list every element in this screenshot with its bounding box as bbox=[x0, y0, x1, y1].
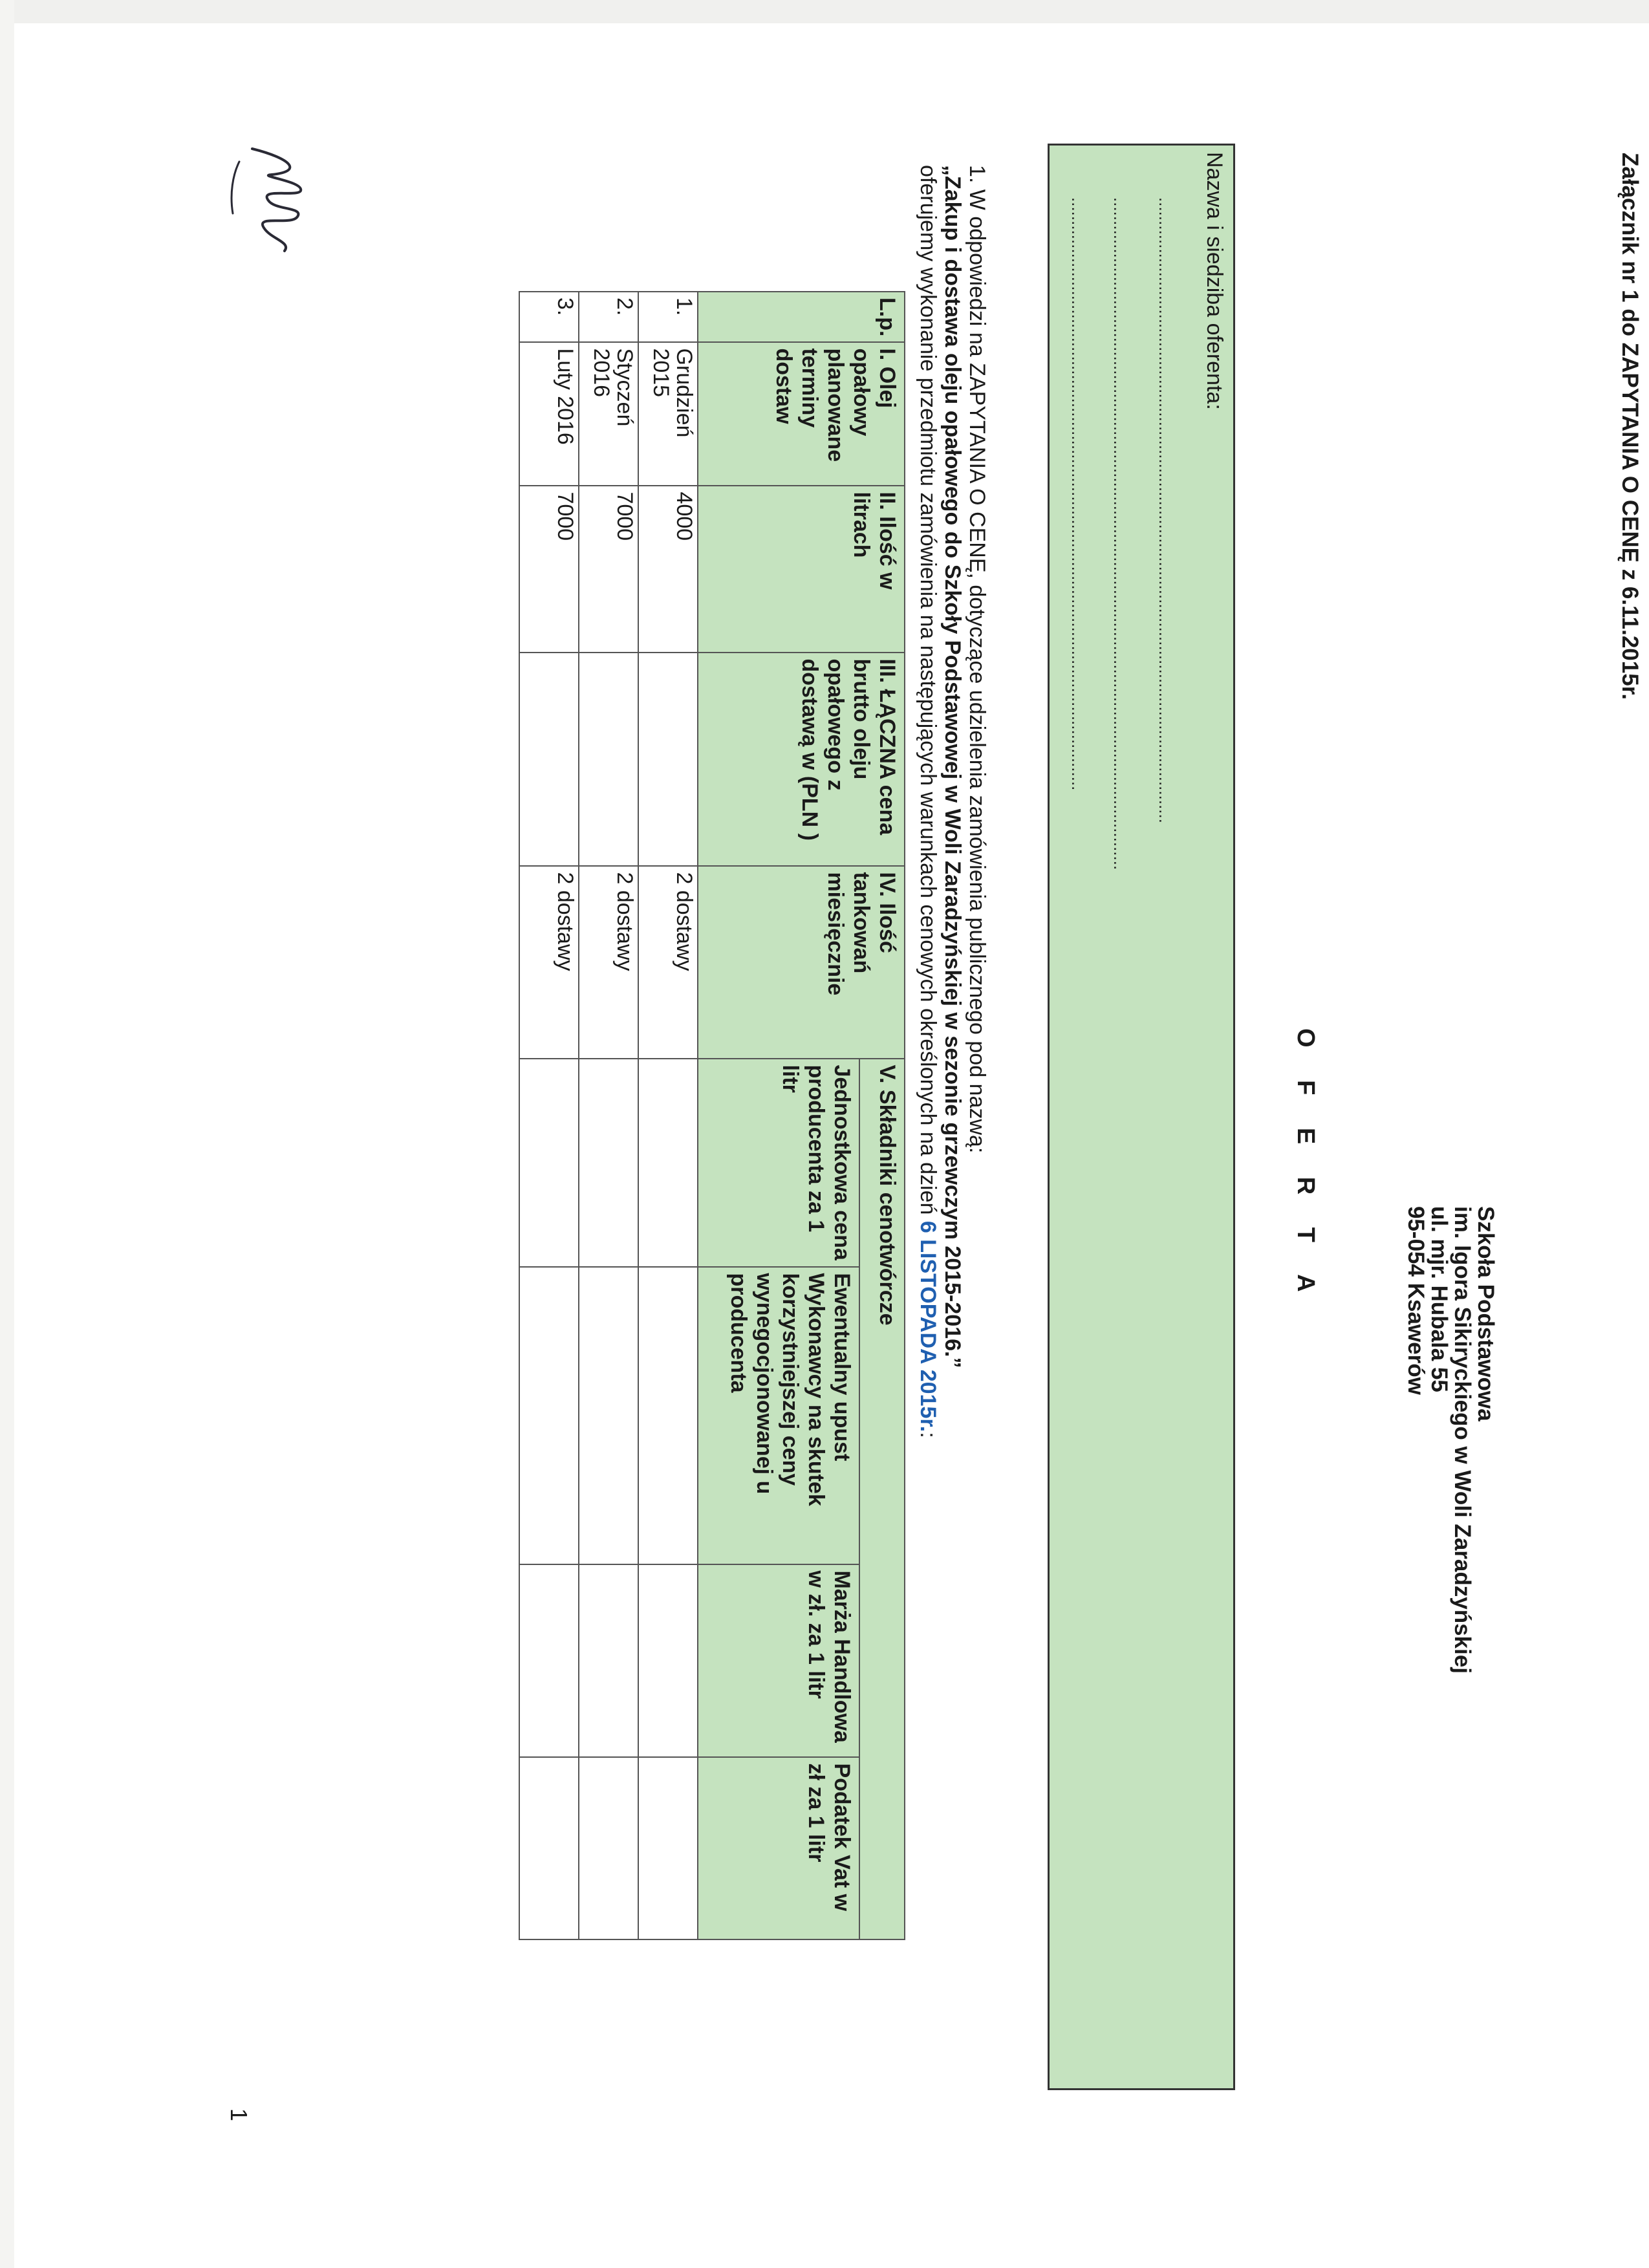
intro-line-3-text: oferujemy wykonanie przedmiotu zamówienia na następujących warunkach cenowych określonych na dzień bbox=[916, 165, 940, 1215]
offeror-dotted-line[interactable]: ............................................................................................................................... bbox=[1068, 197, 1088, 791]
intro-line-1: 1. W odpowiedzi na ZAPYTANIA O CENĘ, dotyczące udzielenia zamówienia publicznego pod nazwą: bbox=[965, 165, 989, 1154]
cell-discount[interactable] bbox=[638, 1267, 698, 1564]
signature-icon bbox=[220, 136, 330, 265]
offeror-dotted-line[interactable]: ...................................................................................................................................... bbox=[1156, 197, 1175, 823]
header-unit-price: Jednostkowa cena producenta za 1 litr bbox=[698, 1059, 859, 1267]
addressee-line: 95-054 Ksawerów bbox=[1403, 1206, 1428, 1395]
cell-margin[interactable] bbox=[519, 1564, 579, 1757]
cell-liters: 7000 bbox=[579, 486, 638, 653]
cell-discount[interactable] bbox=[519, 1267, 579, 1564]
cell-tankings: 2 dostawy bbox=[579, 866, 638, 1059]
cell-tankings: 2 dostawy bbox=[638, 866, 698, 1059]
addressee-line: ul. mjr. Hubala 55 bbox=[1427, 1206, 1452, 1392]
header-discount: Ewentualny upust Wykonawcy na skutek korzystniejszej ceny wynegocjonowanej u producenta bbox=[698, 1267, 859, 1564]
addressee-block bbox=[1404, 1206, 1497, 1674]
cell-margin[interactable] bbox=[579, 1564, 638, 1757]
addressee-line: im. Igora Sikiryckiego w Woli Zaradzyńskiej bbox=[1450, 1206, 1475, 1674]
cell-vat[interactable] bbox=[579, 1757, 638, 1939]
cell-unit-price[interactable] bbox=[519, 1059, 579, 1267]
intro-line-2: „Zakup i dostawa oleju opałowego do Szkoły Podstawowej w Woli Zaradzyńskiej w sezonie grzewczym 2015-2016.” bbox=[940, 165, 965, 1368]
cell-term: Grudzień 2015 bbox=[638, 342, 698, 486]
offer-date: 6 LISTOPADA 2015r. bbox=[916, 1220, 940, 1432]
header-delivery-terms: I. Olej opałowy planowane terminy dostaw bbox=[698, 342, 905, 486]
cell-total-price[interactable] bbox=[638, 653, 698, 866]
offer-table bbox=[519, 291, 905, 1940]
cell-liters: 4000 bbox=[638, 486, 698, 653]
cell-tankings: 2 dostawy bbox=[519, 866, 579, 1059]
cell-lp: 3. bbox=[519, 292, 579, 342]
annex-title: Załącznik nr 1 do ZAPYTANIA O CENĘ z 6.11.2015r. bbox=[1617, 153, 1643, 700]
cell-vat[interactable] bbox=[638, 1757, 698, 1939]
header-price-components: V. Składniki cenotwórcze bbox=[859, 1059, 905, 1939]
offeror-label: Nazwa i siedziba oferenta: bbox=[1202, 152, 1227, 410]
table-header-row bbox=[859, 292, 905, 1939]
cell-margin[interactable] bbox=[638, 1564, 698, 1757]
header-tankings: IV. Ilość tankowań miesięcznie bbox=[698, 866, 905, 1059]
page-number: 1 bbox=[226, 2108, 252, 2122]
header-total-price: III. ŁĄCZNA cena brutto oleju opałowego z dostawą w (PLN ) bbox=[698, 653, 905, 866]
cell-liters: 7000 bbox=[519, 486, 579, 653]
offeror-box[interactable] bbox=[1048, 144, 1235, 2090]
cell-discount[interactable] bbox=[579, 1267, 638, 1564]
header-lp: L.p. bbox=[698, 292, 905, 342]
document-title: O F E R T A bbox=[1292, 1028, 1319, 1305]
table-row bbox=[638, 292, 698, 1939]
header-margin: Marża Handlowa w zł. za 1 litr bbox=[698, 1564, 859, 1757]
cell-lp: 2. bbox=[579, 292, 638, 342]
header-liters: II. Ilość w litrach bbox=[698, 486, 905, 653]
table-row bbox=[579, 292, 638, 1939]
offeror-dotted-line[interactable]: ................................................................................................................................................ bbox=[1110, 197, 1130, 870]
cell-term: Styczeń 2016 bbox=[579, 342, 638, 486]
cell-vat[interactable] bbox=[519, 1757, 579, 1939]
cell-unit-price[interactable] bbox=[579, 1059, 638, 1267]
intro-line-3 bbox=[916, 165, 940, 2105]
cell-unit-price[interactable] bbox=[638, 1059, 698, 1267]
addressee-line: Szkoła Podstawowa bbox=[1473, 1206, 1498, 1421]
cell-total-price[interactable] bbox=[519, 653, 579, 866]
cell-lp: 1. bbox=[638, 292, 698, 342]
header-vat: Podatek Vat w zł za 1 litr bbox=[698, 1757, 859, 1939]
intro-paragraph bbox=[916, 165, 989, 2105]
cell-term: Luty 2016 bbox=[519, 342, 579, 486]
cell-total-price[interactable] bbox=[579, 653, 638, 866]
intro-line-3-suffix: : bbox=[916, 1432, 940, 1438]
table-row bbox=[519, 292, 579, 1939]
